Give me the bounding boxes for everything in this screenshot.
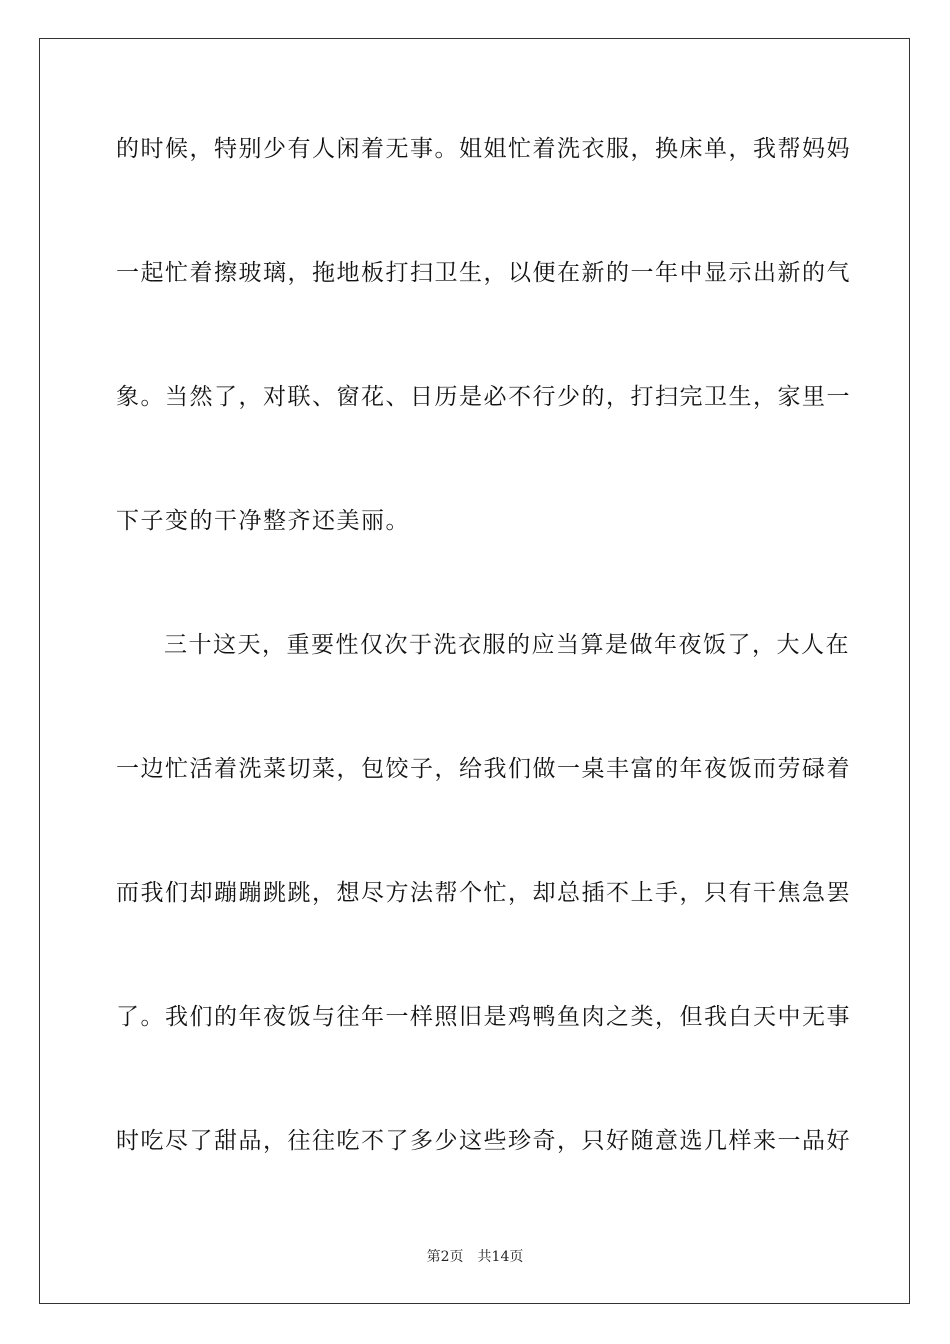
page-border xyxy=(39,38,910,1304)
page-total: 共14页 xyxy=(477,1249,524,1265)
page-footer xyxy=(0,1248,950,1266)
paragraph-line-2: 一起忙着擦玻璃，拖地板打扫卫生，以便在新的一年中显示出新的气 xyxy=(116,260,851,286)
paragraph-line-1: 的时候，特别少有人闲着无事。姐姐忙着洗衣服，换床单，我帮妈妈 xyxy=(116,136,851,162)
paragraph-line-9: 时吃尽了甜品，往往吃不了多少这些珍奇，只好随意选几样来一品好 xyxy=(116,1128,851,1154)
paragraph-line-7: 而我们却蹦蹦跳跳，想尽方法帮个忙，却总插不上手，只有干焦急罢 xyxy=(116,880,851,906)
paragraph-line-5: 三十这天，重要性仅次于洗衣服的应当算是做年夜饭了，大人在 xyxy=(164,632,850,658)
paragraph-line-4: 下子变的干净整齐还美丽。 xyxy=(116,508,410,534)
paragraph-line-8: 了。我们的年夜饭与往年一样照旧是鸡鸭鱼肉之类，但我白天中无事 xyxy=(116,1004,851,1030)
paragraph-line-6: 一边忙活着洗菜切菜，包饺子，给我们做一桌丰富的年夜饭而劳碌着 xyxy=(116,756,851,782)
page-number: 第2页 xyxy=(426,1249,464,1265)
paragraph-line-3: 象。当然了，对联、窗花、日历是必不行少的，打扫完卫生，家里一 xyxy=(116,384,851,410)
